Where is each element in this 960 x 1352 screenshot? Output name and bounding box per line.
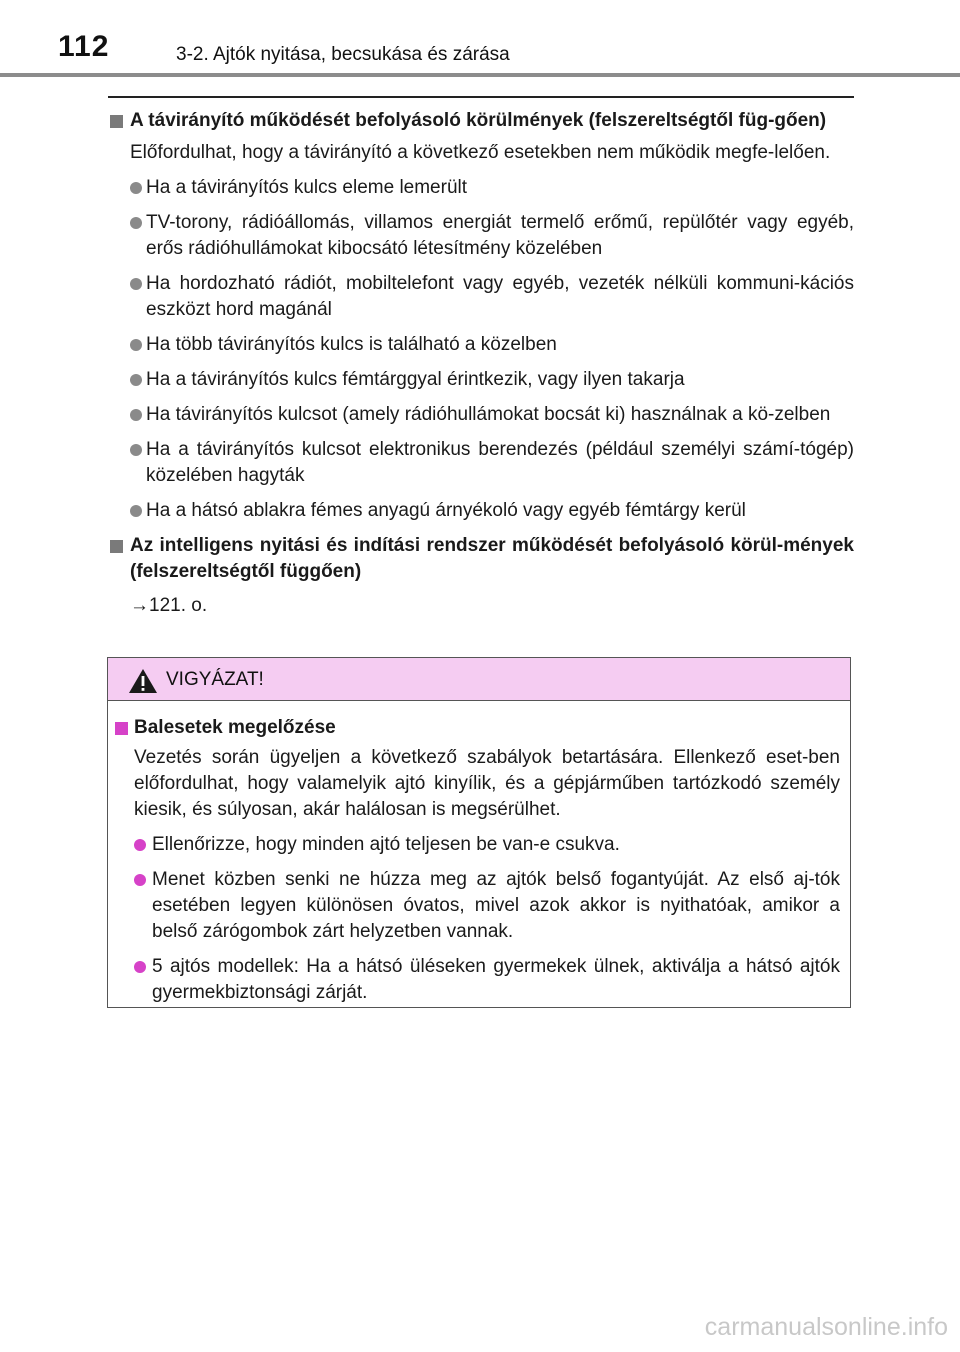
watermark: carmanualsonline.info: [704, 1313, 948, 1341]
warning-header: [108, 658, 850, 701]
bullet-dot-icon: [130, 278, 142, 290]
bullet-dot-icon: [134, 839, 146, 851]
bullet-dot-icon: [130, 409, 142, 421]
warning-intro: Vezetés során ügyeljen a következő szabályok betartására. Ellenkező eset-ben előfordulhat, hogy valamelyik ajtó kinyílik, és a gépjárműben tartózkodó személy kiesik, és súlyosan, akár halálosan is megsérülhet.: [134, 747, 840, 820]
bullet-dot-icon: [134, 874, 146, 886]
section-title: 3-2. Ajtók nyitása, becsukása és zárása: [176, 44, 510, 65]
warning-list: [108, 832, 840, 1006]
page-number: 112: [58, 30, 110, 63]
list-item: Ha a távirányítós kulcs fémtárggyal érintkezik, vagy ilyen takarja: [108, 367, 854, 393]
bullet-dot-icon: [134, 961, 146, 973]
bullet-dot-icon: [130, 505, 142, 517]
section-heading-smart-entry: Az intelligens nyitási és indítási rendszer működését befolyásoló körül-mények (felszereltségtől függően): [108, 533, 854, 585]
list-item: Ha a távirányítós kulcsot elektronikus berendezés (például személyi számí-tógép) közelében hagyták: [108, 437, 854, 489]
header-rule: [0, 73, 960, 77]
list-item: Ha hordozható rádiót, mobiltelefont vagy egyéb, vezeték nélküli kommuni-kációs eszközt hord magánál: [108, 271, 854, 323]
square-bullet-icon: [110, 540, 123, 553]
list-item: TV-torony, rádióállomás, villamos energiát termelő erőmű, repülőtér vagy egyéb, erős rádióhullámokat kibocsátó létesítmény közelében: [108, 210, 854, 262]
list-item: Ellenőrizze, hogy minden ajtó teljesen be van-e csukva.: [108, 832, 840, 858]
bullet-dot-icon: [130, 182, 142, 194]
warning-box: [107, 657, 851, 1008]
main-content: [108, 104, 854, 619]
bullet-dot-icon: [130, 339, 142, 351]
page-header: [0, 0, 960, 78]
list-item: Menet közben senki ne húzza meg az ajtók belső fogantyúját. Az első aj-tók esetében legyen különösen óvatos, mivel azok akkor is nyithatóak, amikor a belső zárógombok zárt helyzetben vannak.: [108, 867, 840, 945]
condition-list: [108, 175, 854, 524]
list-item: Ha több távirányítós kulcs is található a közelben: [108, 332, 854, 358]
list-item: Ha a távirányítós kulcs eleme lemerült: [108, 175, 854, 201]
list-item: 5 ajtós modellek: Ha a hátsó üléseken gyermekek ülnek, aktiválja a hátsó ajtók gyermekbiztonsági zárját.: [108, 954, 840, 1006]
warning-triangle-icon: [128, 668, 158, 694]
square-bullet-icon: [115, 722, 128, 735]
section-heading-remote: A távirányító működését befolyásoló körülmények (felszereltségtől füg-gően): [108, 108, 854, 134]
warning-heading: Balesetek megelőzése: [108, 715, 840, 741]
bullet-dot-icon: [130, 374, 142, 386]
page-reference-link[interactable]: →121. o.: [130, 595, 208, 616]
list-item: Ha a hátsó ablakra fémes anyagú árnyékoló vagy egyéb fémtárgy kerül: [108, 498, 854, 524]
list-item: Ha távirányítós kulcsot (amely rádióhullámokat bocsát ki) használnak a kö-zelben: [108, 402, 854, 428]
warning-title: VIGYÁZAT!: [166, 669, 264, 690]
section-intro: Előfordulhat, hogy a távirányító a következő esetekben nem működik megfe-lelően.: [130, 142, 831, 163]
bullet-dot-icon: [130, 217, 142, 229]
bullet-dot-icon: [130, 444, 142, 456]
content-divider: [108, 96, 854, 98]
warning-body: [108, 701, 850, 1006]
square-bullet-icon: [110, 115, 123, 128]
